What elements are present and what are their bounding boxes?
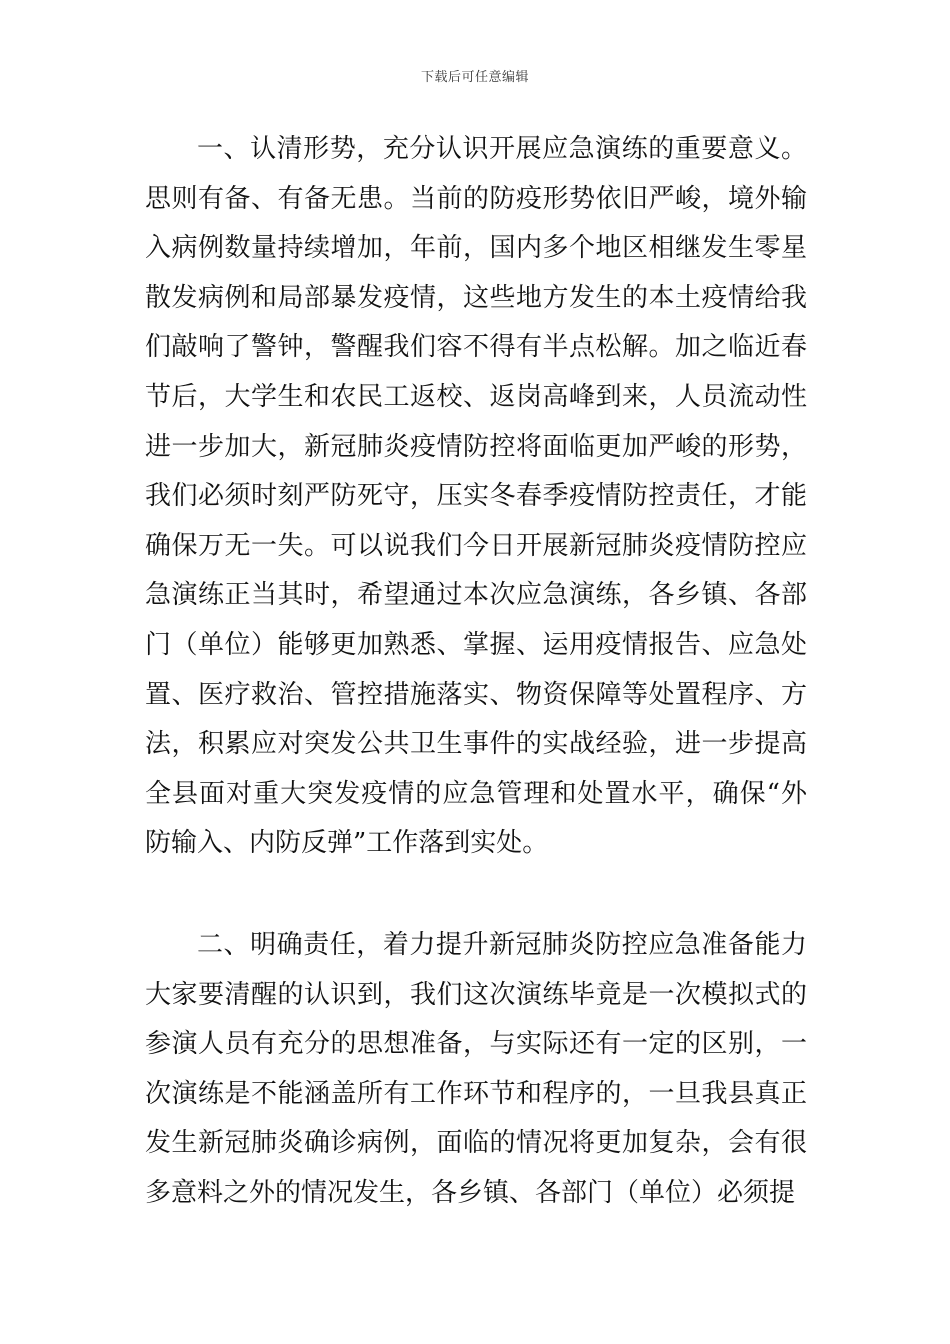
paragraph-2: 二、明确责任，着力提升新冠肺炎防控应急准备能力大家要清醒的认识到，我们这次演练毕竟是一次模拟式的参演人员有充分的思想准备，与实际还有一定的区别，一次演练是不能涵盖所有工作环节和程序的，一旦我县真正发生新冠肺炎确诊病例，面临的情况将更加复杂，会有很多意料之外的情况发生，各乡镇、各部门（单位）必须提 [145, 930, 807, 1208]
page-header: 下载后可任意编辑 [420, 70, 529, 85]
paragraph-1: 一、认清形势，充分认识开展应急演练的重要意义。思则有备、有备无患。当前的防疫形势依旧严峻，境外输入病例数量持续增加，年前，国内多个地区相继发生零星散发病例和局部暴发疫情，这些地方发生的本土疫情给我们敲响了警钟，警醒我们容不得有半点松解。加之临近春节后，大学生和农民工返校、返岗高峰到来，人员流动性进一步加大，新冠肺炎疫情防控将面临更加严峻的形势，我们必须时刻严防死守，压实冬春季疫情防控责任，才能确保万无一失。可以说我们今日开展新冠肺炎疫情防控应急演练正当其时，希望通过本次应急演练，各乡镇、各部门（单位）能够更加熟悉、掌握、运用疫情报告、应急处置、医疗救治、管控措施落实、物资保障等处置程序、方法，积累应对突发公共卫生事件的实战经验，进一步提高全县面对重大突发疫情的应急管理和处置水平，确保“外防输入、内防反弹”工作落到实处。 [145, 134, 807, 859]
